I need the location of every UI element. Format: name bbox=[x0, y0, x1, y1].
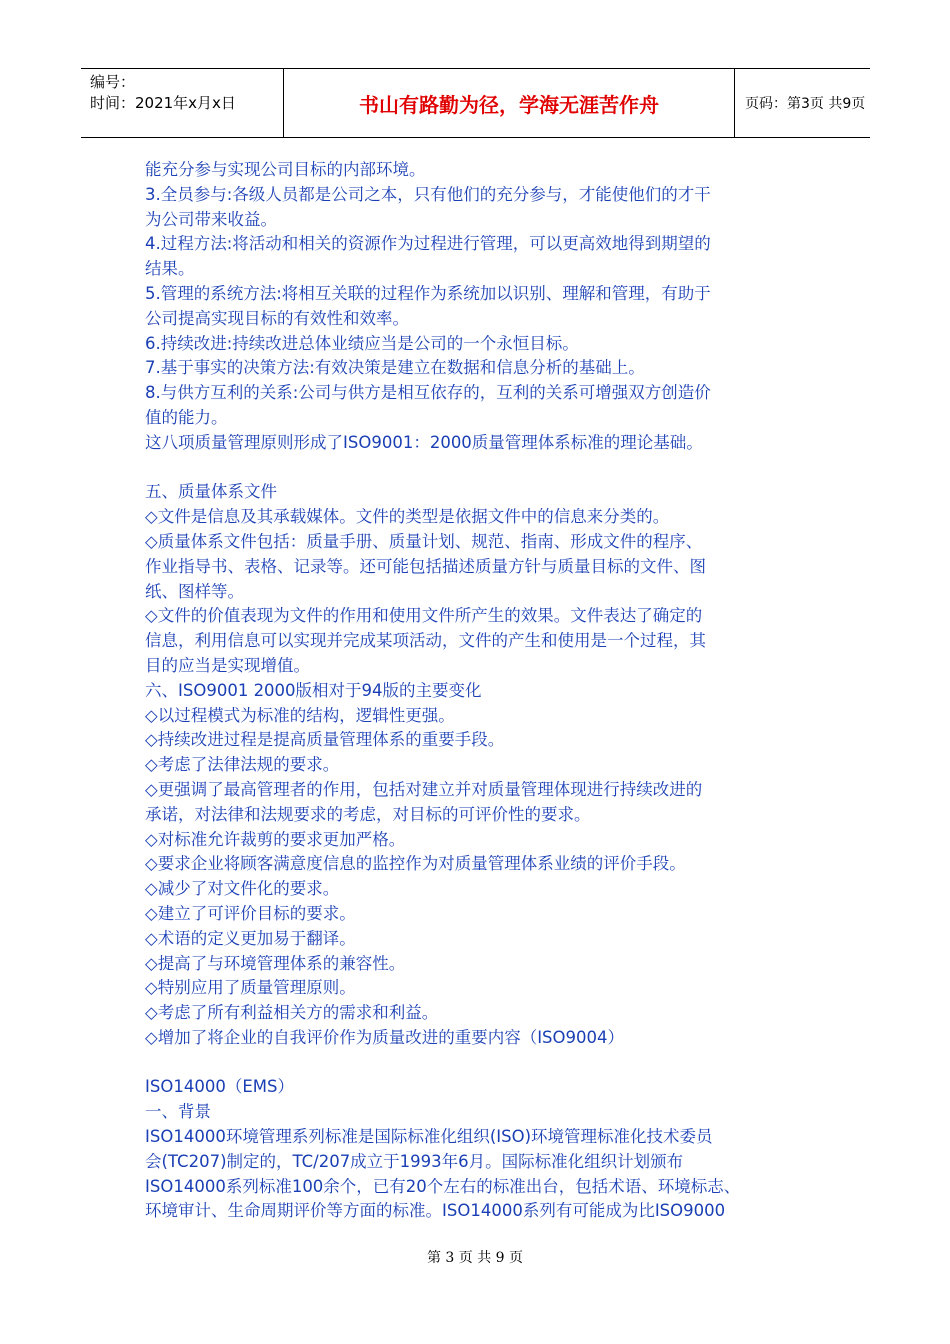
text-line: ISO14000（EMS） bbox=[145, 1077, 294, 1097]
text-line: ◇术语的定义更加易于翻译。 bbox=[145, 928, 356, 948]
text-line: 纸、图样等。 bbox=[145, 581, 244, 601]
text-line: ◇持续改进过程是提高质量管理体系的重要手段。 bbox=[145, 730, 505, 750]
text-line: ◇文件的价值表现为文件的作用和使用文件所产生的效果。文件表达了确定的 bbox=[145, 606, 703, 626]
text-line: 五、质量体系文件 bbox=[145, 482, 277, 502]
text-line: 6.持续改进:持续改进总体业绩应当是公司的一个永恒目标。 bbox=[145, 333, 579, 353]
text-line: 值的能力。 bbox=[145, 407, 228, 427]
text-line: 作业指导书、表格、记录等。还可能包括描述质量方针与质量目标的文件、图 bbox=[145, 556, 706, 576]
header-info bbox=[81, 69, 283, 137]
text-line: ◇考虑了法律法规的要求。 bbox=[145, 755, 340, 775]
text-line: ◇以过程模式为标准的结构，逻辑性更强。 bbox=[145, 705, 455, 725]
text-line: ◇文件是信息及其承载媒体。文件的类型是依据文件中的信息来分类的。 bbox=[145, 507, 670, 527]
text-line: 一、背景 bbox=[145, 1102, 211, 1122]
text-line: 这八项质量管理原则形成了ISO9001：2000质量管理体系标准的理论基础。 bbox=[145, 432, 703, 452]
blank-line bbox=[145, 456, 825, 481]
text-line: 信息，利用信息可以实现并完成某项活动，文件的产生和使用是一个过程，其 bbox=[145, 631, 706, 651]
page-indicator: 页码：第3页 共9页 bbox=[745, 96, 866, 112]
text-line: 8.与供方互利的关系:公司与供方是相互依存的，互利的关系可增强双方创造价 bbox=[145, 383, 711, 403]
document-body bbox=[145, 158, 825, 1224]
text-line: 3.全员参与:各级人员都是公司之本，只有他们的充分参与，才能使他们的才干 bbox=[145, 184, 711, 204]
text-line: ◇要求企业将顾客满意度信息的监控作为对质量管理体系业绩的评价手段。 bbox=[145, 854, 686, 874]
text-line: 会(TC207)制定的，TC/207成立于1993年6月。国际标准化组织计划颁布 bbox=[145, 1151, 684, 1171]
text-line: ISO14000环境管理系列标准是国际标准化组织(ISO)环境管理标准化技术委员 bbox=[145, 1127, 713, 1147]
page-footer: 第 3 页 共 9 页 bbox=[426, 1250, 524, 1266]
text-line: ◇对标准允许裁剪的要求更加严格。 bbox=[145, 829, 406, 849]
text-line: ◇增加了将企业的自我评价作为质量改进的重要内容（ISO9004） bbox=[145, 1027, 625, 1047]
text-line: ◇特别应用了质量管理原则。 bbox=[145, 978, 356, 998]
blank-line bbox=[145, 1051, 825, 1076]
text-line: 目的应当是实现增值。 bbox=[145, 655, 310, 675]
text-line: ◇更强调了最高管理者的作用，包括对建立并对质量管理体现进行持续改进的 bbox=[145, 779, 703, 799]
text-line: 环境审计、生命周期评价等方面的标准。ISO14000系列有可能成为比ISO9000 bbox=[145, 1201, 726, 1221]
text-line: 5.管理的系统方法:将相互关联的过程作为系统加以识别、理解和管理，有助于 bbox=[145, 283, 711, 303]
text-line: 承诺，对法律和法规要求的考虑，对目标的可评价性的要求。 bbox=[145, 804, 591, 824]
number-label: 编号： bbox=[90, 73, 136, 91]
text-line: ◇提高了与环境管理体系的兼容性。 bbox=[145, 953, 406, 973]
text-line: 4.过程方法:将活动和相关的资源作为过程进行管理，可以更高效地得到期望的 bbox=[145, 234, 711, 254]
motto: 书山有路勤为径，学海无涯苦作舟 bbox=[283, 69, 735, 137]
page-header bbox=[81, 68, 870, 138]
time-label: 时间：2021年x月x日 bbox=[90, 94, 236, 112]
text-line: 公司提高实现目标的有效性和效率。 bbox=[145, 308, 409, 328]
text-line: 能充分参与实现公司目标的内部环境。 bbox=[145, 160, 426, 179]
text-line: 结果。 bbox=[145, 259, 195, 279]
text-line: 7.基于事实的决策方法:有效决策是建立在数据和信息分析的基础上。 bbox=[145, 358, 645, 378]
text-line: ◇质量体系文件包括：质量手册、质量计划、规范、指南、形成文件的程序、 bbox=[145, 531, 703, 551]
text-line: 为公司带来收益。 bbox=[145, 209, 277, 229]
text-line: ◇减少了对文件化的要求。 bbox=[145, 879, 340, 899]
text-line: ◇建立了可评价目标的要求。 bbox=[145, 903, 356, 923]
text-line: 六、ISO9001 2000版相对于94版的主要变化 bbox=[145, 680, 482, 700]
text-line: ◇考虑了所有利益相关方的需求和利益。 bbox=[145, 1003, 439, 1023]
text-line: ISO14000系列标准100余个，已有20个左右的标准出台，包括术语、环境标志、 bbox=[145, 1176, 741, 1196]
